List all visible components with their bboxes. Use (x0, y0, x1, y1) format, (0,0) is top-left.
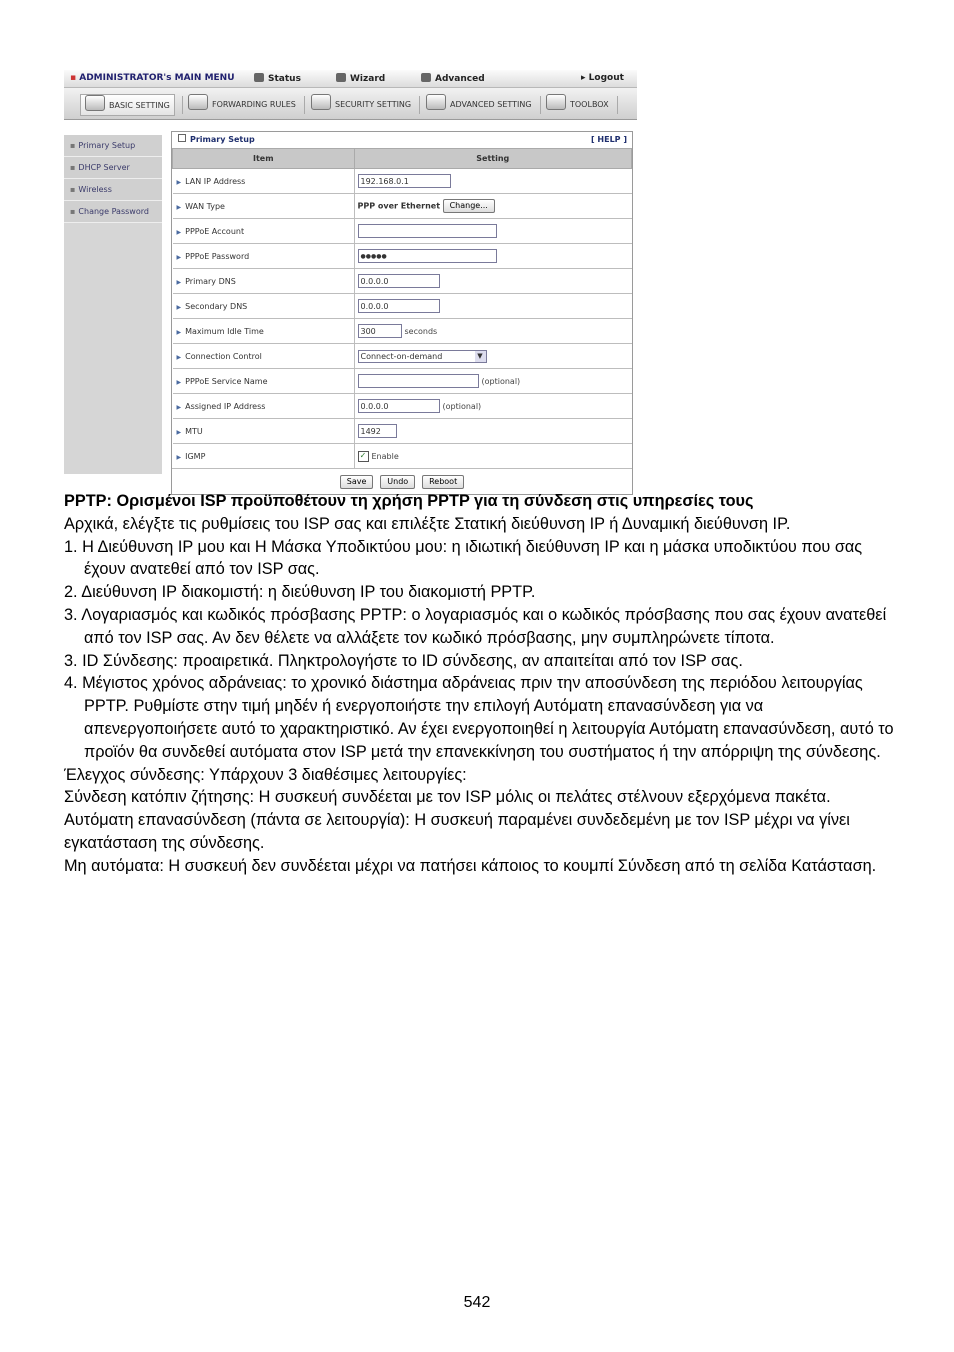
admin-main-menu-link[interactable]: ▪ ADMINISTRATOR's MAIN MENU (70, 73, 235, 83)
arrow-icon: ▶ (176, 203, 182, 211)
paragraph: Μη αυτόματα: Η συσκευή δεν συνδέεται μέχρι να πατήσει κάποιος το κουμπί Σύνδεση από τη σελίδα Κατάσταση. (64, 856, 877, 875)
table-row (173, 319, 632, 344)
tab-security-setting[interactable]: SECURITY SETTING (311, 94, 411, 114)
table-row (173, 444, 632, 469)
table-row (173, 394, 632, 419)
panel-title: Primary Setup [ HELP ] (172, 132, 632, 148)
tab-basic-setting[interactable]: BASIC SETTING (80, 94, 175, 116)
router-screenshot (64, 70, 637, 486)
sidebar-item-dhcp-server[interactable]: ▪ DHCP Server (64, 157, 162, 179)
advanced-setting-icon (426, 94, 446, 110)
advanced-link[interactable]: Advanced (421, 73, 485, 84)
wizard-icon (336, 73, 346, 82)
status-link[interactable]: Status (254, 73, 301, 84)
arrow-icon: ▶ (176, 378, 182, 386)
column-header-setting: Setting (354, 149, 632, 169)
paragraph: Αυτόματη επανασύνδεση (πάντα σε λειτουργία): Η συσκευή παραμένει συνδεδεμένη με τον ISP μέχρι να γίνει εγκατάσταση της σύνδεσης. (64, 811, 850, 852)
toolbox-icon (546, 94, 566, 110)
help-link[interactable]: [ HELP ] (590, 135, 627, 144)
security-setting-icon (311, 94, 331, 110)
lan-ip-input[interactable]: 192.168.0.1 (358, 174, 451, 188)
sidebar-item-change-password[interactable]: ▪ Change Password (64, 201, 162, 223)
advanced-icon (421, 73, 431, 82)
idle-time-input[interactable]: 300 (358, 324, 402, 338)
tab-toolbox[interactable]: TOOLBOX (546, 94, 609, 114)
mtu-input[interactable]: 1492 (358, 424, 397, 438)
change-wan-type-button[interactable]: Change... (443, 199, 495, 213)
row-label: MTU (185, 426, 203, 436)
paragraph: Σύνδεση κατόπιν ζήτησης: Η συσκευή συνδέεται με τον ISP μόλις οι πελάτες στέλνουν εξερχόμενα πακέτα. (64, 788, 831, 807)
table-row (173, 194, 632, 219)
top-menu-bar (64, 70, 637, 88)
basic-setting-icon (85, 95, 105, 111)
arrow-icon: ▶ (176, 328, 182, 336)
column-header-item: Item (173, 149, 355, 169)
status-icon (254, 73, 264, 82)
row-label: PPPoE Service Name (185, 376, 268, 386)
table-row (173, 244, 632, 269)
panel-box-icon (178, 134, 186, 142)
row-label: PPPoE Account (185, 226, 245, 236)
list-item: 4. Μέγιστος χρόνος αδράνειας: το χρονικό διάστημα αδράνειας πριν την αποσύνδεση της περιόδου λειτουργίας PPTP. Ρυθμίστε στην τιμή μηδέν ή ενεργοποιήστε την επιλογή Αυτόματη επανασύνδεση για να απενεργοποιήσετε αυτό το χαρακτηριστικό. Αν έχει ενεργοποιηθεί η λειτουργία Αυτόματη επανασύνδεση, αυτό το προϊόν θα συνδεθεί αυτόματα στον ISP μετά την επανεκκίνηση του συστήματος ή την απόρριψη της σύνδεσης. (64, 674, 894, 761)
row-label: Connection Control (185, 351, 262, 361)
list-item: 3. Λογαριασμός και κωδικός πρόσβασης PPTP: ο λογαριασμός και ο κωδικός πρόσβασης που σας έχουν ανατεθεί από τον ISP σας. Αν δεν θέλετε να αλλάξετε τον κωδικό πρόσβασης, μην συμπληρώνετε τίποτα. (64, 605, 887, 647)
primary-dns-input[interactable]: 0.0.0.0 (358, 274, 440, 288)
wan-type-value: PPP over Ethernet (357, 201, 441, 211)
settings-table (172, 148, 632, 468)
row-label: IGMP (185, 451, 206, 461)
main-tab-bar (64, 88, 637, 120)
paragraph: Έλεγχος σύνδεσης: Υπάρχουν 3 διαθέσιμες λειτουργίες: (64, 765, 467, 784)
optional-hint: (optional) (442, 401, 482, 411)
table-row (173, 169, 632, 194)
sidebar-item-wireless[interactable]: ▪ Wireless (64, 179, 162, 201)
pppoe-account-input[interactable] (358, 224, 497, 238)
optional-hint: (optional) (481, 376, 521, 386)
table-row (173, 344, 632, 369)
table-row (173, 294, 632, 319)
igmp-enable-checkbox[interactable]: ✓ (358, 451, 369, 462)
row-label: Secondary DNS (185, 301, 248, 311)
arrow-icon: ▶ (176, 403, 182, 411)
undo-button[interactable]: Undo (380, 475, 415, 489)
row-label: Primary DNS (185, 276, 236, 286)
tab-advanced-setting[interactable]: ADVANCED SETTING (426, 94, 532, 114)
igmp-enable-label: Enable (371, 451, 399, 461)
list-item: 1. Η Διεύθυνση IP μου και Η Μάσκα Υποδικτύου μου: η ιδιωτική διεύθυνση IP και η μάσκα υποδικτύου που σας έχουν ανατεθεί από τον ISP σας. (64, 537, 863, 579)
row-label: Maximum Idle Time (185, 326, 264, 336)
row-label: Assigned IP Address (185, 401, 266, 411)
table-row (173, 419, 632, 444)
sidebar (64, 121, 162, 474)
arrow-icon: ▶ (176, 453, 182, 461)
primary-setup-panel (171, 131, 633, 495)
intro-paragraph: Αρχικά, ελέγξτε τις ρυθμίσεις του ISP σας και επιλέξτε Στατική διεύθυνση IP ή Δυναμική διεύθυνση IP. (64, 514, 791, 533)
forwarding-rules-icon (188, 94, 208, 110)
save-button[interactable]: Save (340, 475, 374, 489)
chevron-down-icon: ▼ (475, 351, 486, 362)
row-label: PPPoE Password (185, 251, 250, 261)
sidebar-item-primary-setup[interactable]: ▪ Primary Setup (64, 135, 162, 157)
wizard-link[interactable]: Wizard (336, 73, 385, 84)
secondary-dns-input[interactable]: 0.0.0.0 (358, 299, 440, 313)
logout-link[interactable]: ▸ Logout (581, 73, 624, 83)
pppoe-password-input[interactable]: ●●●●● (358, 249, 497, 263)
row-label: WAN Type (185, 201, 225, 211)
assigned-ip-input[interactable]: 0.0.0.0 (358, 399, 440, 413)
table-row (173, 369, 632, 394)
section-heading: PPTP: Ορισμένοι ISP προϋποθέτουν τη χρήση PPTP για τη σύνδεση στις υπηρεσίες τους (64, 492, 754, 510)
arrow-icon: ▶ (176, 278, 182, 286)
connection-control-select[interactable]: Connect-on-demand ▼ (358, 350, 487, 363)
reboot-button[interactable]: Reboot (422, 475, 464, 489)
page-number: 542 (463, 1294, 491, 1311)
service-name-input[interactable] (358, 374, 479, 388)
document-body (64, 490, 894, 878)
table-row (173, 269, 632, 294)
arrow-icon: ▶ (176, 253, 182, 261)
idle-time-unit: seconds (404, 326, 438, 336)
arrow-icon: ▶ (176, 178, 182, 186)
list-item: 2. Διεύθυνση IP διακομιστή: η διεύθυνση IP του διακομιστή PPTP. (64, 583, 536, 602)
arrow-icon: ▶ (176, 353, 182, 361)
arrow-icon: ▶ (176, 428, 182, 436)
arrow-icon: ▶ (176, 228, 182, 236)
tab-forwarding-rules[interactable]: FORWARDING RULES (188, 94, 296, 114)
table-row (173, 219, 632, 244)
list-item: 3. ID Σύνδεσης: προαιρετικά. Πληκτρολογήστε το ID σύνδεσης, αν απαιτείται από τον ISP σας. (64, 651, 743, 670)
arrow-icon: ▶ (176, 303, 182, 311)
row-label: LAN IP Address (185, 176, 246, 186)
